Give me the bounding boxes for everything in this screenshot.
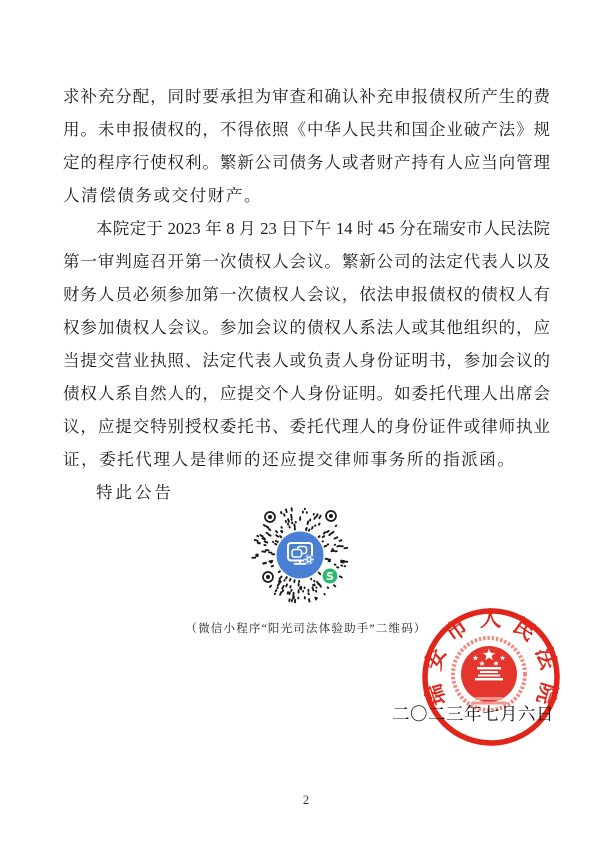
seal-text: 瑞安市人民法院: [421, 606, 562, 709]
body-line: 债权人系自然人的，应提交个人身份证明。如委托代理人出席会: [63, 384, 550, 403]
wechat-logo-badge: [322, 568, 339, 585]
body-line: 本院定于 2023 年 8 月 23 日下午 14 时 45 分在瑞安市人民法院: [96, 219, 550, 238]
body-line: 财务人员必须参加第一次债权人会议，依法申报债权的债权人有: [63, 285, 550, 304]
body-line: 证，委托代理人是律师的还应提交律师事务所的指派函。: [63, 450, 516, 469]
qr-caption: （微信小程序“阳光司法体验助手”二维码）: [185, 623, 427, 635]
body-line: 议，应提交特别授权委托书、委托代理人的身份证件或律师执业: [63, 417, 550, 436]
body-line: 求补充分配，同时要承担为审查和确认补充申报债权所产生的费: [63, 87, 550, 106]
closing-statement: 特此公告: [96, 483, 174, 502]
wechat-miniprogram-qr-code: [248, 503, 352, 607]
body-line: 第一审判庭召开第一次债权人会议。繁新公司的法定代表人以及: [63, 252, 550, 271]
body-text: [63, 80, 550, 509]
national-emblem: [453, 638, 525, 710]
body-line: 用。未申报债权的，不得依照《中华人民共和国企业破产法》规: [63, 120, 550, 139]
svg-text:S: S: [326, 570, 334, 584]
body-line: 权参加债权人会议。参加会议的债权人系法人或其他组织的，应: [63, 318, 550, 337]
page-number: 2: [302, 793, 310, 807]
monitor-chat-icon: [275, 530, 325, 580]
qr-code-graphic: [248, 503, 352, 607]
court-seal: [419, 605, 563, 749]
body-line: 人清偿债务或交付财产。: [63, 186, 263, 205]
body-line: 当提交营业执照、法定代表人或负责人身份证明书，参加会议的: [63, 351, 550, 370]
issue-date: 二〇二三年七月六日: [392, 704, 554, 724]
body-line: 定的程序行使权利。繁新公司债务人或者财产持有人应当向管理: [63, 153, 550, 172]
